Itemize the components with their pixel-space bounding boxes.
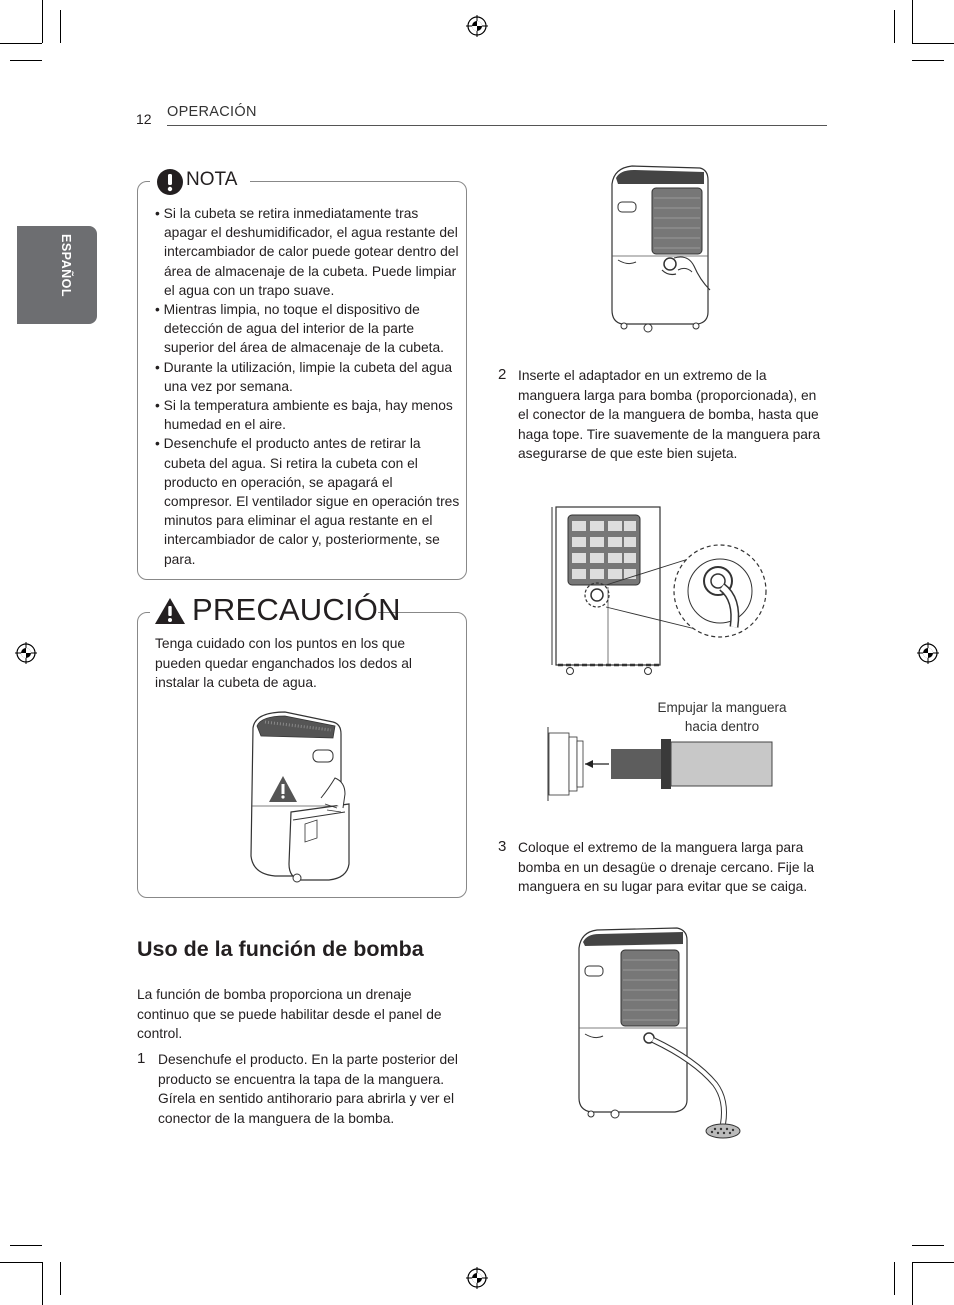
bucket-install-illustration (245, 708, 360, 884)
crop-mark (912, 43, 954, 44)
crop-mark (912, 60, 944, 61)
step-number: 3 (498, 838, 507, 855)
crop-mark (60, 1262, 61, 1295)
caution-text: Tenga cuidado con los puntos en los que pueden quedar enganchados los dedos al instalar la cubeta de agua. (155, 636, 412, 691)
note-title: NOTA (186, 169, 238, 190)
push-hose-diagram (545, 725, 777, 803)
note-bullet: • Si la temperatura ambiente es baja, hay menos humedad en el aire. (155, 398, 453, 433)
crop-mark (0, 1262, 42, 1263)
step-text: Desenchufe el producto. En la parte posterior del producto se encuentra la tapa de la manguera. Gírela en sentido antihorario para abrirla y ver el conector de la manguera de la bomba. (158, 1052, 458, 1126)
note-bullet: • Mientras limpia, no toque el dispositivo de detección de agua del interior de la parte superior del área de almacenaje de la cubeta. (155, 302, 444, 356)
crop-mark (60, 10, 61, 43)
registration-mark-icon (917, 642, 939, 664)
registration-mark-icon (15, 642, 37, 664)
diagram-caption-line1: Empujar la manguera (657, 700, 787, 715)
registration-mark-icon (466, 1267, 488, 1289)
crop-mark (42, 0, 43, 43)
crop-mark (894, 1262, 895, 1295)
connector-detail-illustration (548, 503, 770, 678)
crop-mark (912, 0, 913, 43)
note-bullet: • Si la cubeta se retira inmediatamente tras apagar el deshumidificador, el agua restante del intercambiador de calor puede gotear dentro del área de almacenaje de la cubeta. Puede limpiar el agua con un trapo suave. (155, 206, 459, 298)
hose-cap-illustration (608, 162, 718, 334)
hose-drain-illustration (575, 924, 750, 1142)
crop-mark (894, 10, 895, 43)
warning-triangle-icon (154, 596, 186, 626)
crop-mark (42, 1262, 43, 1305)
section-title: OPERACIÓN (167, 104, 257, 120)
language-tab (17, 226, 97, 324)
crop-mark (912, 1262, 913, 1305)
crop-mark (0, 43, 42, 44)
pump-intro: La función de bomba proporciona un drenaje continuo que se puede habilitar desde el panel de control. (137, 987, 442, 1041)
crop-mark (912, 1262, 954, 1263)
step-text: Inserte el adaptador en un extremo de la manguera larga para bomba (proporcionada), en el conector de la manguera de bomba, hasta que haga tope. Tire suavemente de la manguera para asegurarse de que este bien sujeta. (518, 368, 821, 461)
step-text: Coloque el extremo de la manguera larga para bomba en un desagüe o drenaje cercano. Fije la manguera en su lugar para evitar que se caiga. (518, 840, 815, 894)
exclamation-icon (156, 168, 184, 196)
header-rule (167, 125, 827, 126)
crop-mark (912, 1245, 944, 1246)
section-heading: Uso de la función de bomba (137, 937, 424, 961)
crop-mark (10, 1245, 42, 1246)
crop-mark (10, 60, 42, 61)
page-number: 12 (136, 111, 152, 127)
caution-title: PRECAUCIÓN (192, 592, 401, 627)
note-bullet: • Durante la utilización, limpie la cubeta del agua una vez por semana. (155, 359, 453, 394)
note-bullets (155, 204, 460, 569)
registration-mark-icon (466, 15, 488, 37)
step-number: 2 (498, 366, 507, 383)
diagram-caption-line2: hacia dentro (684, 719, 760, 734)
note-bullet: • Desenchufe el producto antes de retirar la cubeta del agua. Si retira la cubeta con el producto en operación, se apagará el compresor. El ventilador sigue en operación tres minutos para eliminar el agua restante en el intercambiador de calor y, posteriormente, se para. (155, 436, 460, 567)
language-tab-label: ESPAÑOL (59, 234, 73, 297)
step-number: 1 (137, 1050, 146, 1067)
